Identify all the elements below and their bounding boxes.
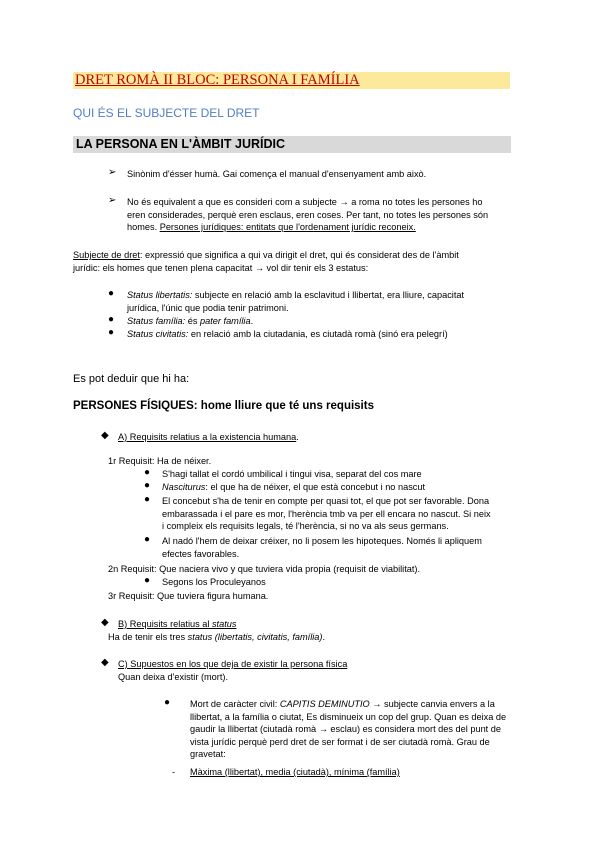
diamond-bullet-icon: ◆ (101, 617, 109, 628)
diamond-bullet-icon: ◆ (101, 657, 109, 668)
bullet-sinonim: Sinònim d'ésser humà. Gai comença el manual d'ensenyament amb això. (127, 169, 427, 179)
text-line (127, 289, 500, 302)
requisits-a-heading (118, 431, 299, 444)
capitis-deminutio-term: CAPITIS DEMINUTIO (279, 699, 370, 709)
requisit-1-item-cordo: S'hagi tallat el cordó umbilical i tingui visa, separat del cos mare (162, 469, 422, 479)
supuestos-c-heading: C) Supuestos en los que deja de existir la persona física (118, 659, 348, 669)
text-span: és (185, 316, 201, 326)
text-span: B) Requisits relatius al (118, 619, 212, 629)
status-term: status (211, 619, 237, 629)
text-line: llibertat, a la família o ciutat, Es disminueix un cop del grup. Quan es deixa de (190, 711, 507, 722)
text-line: jurídic: els homes que tenen plena capacitat → vol dir tenir els 3 estatus: (73, 262, 369, 273)
section-heading-persones-fisiques: PERSONES FÍSIQUES: home lliure que té uns requisits (73, 400, 374, 412)
three-status-term: status (libertatis, civitatis, família) (187, 632, 323, 642)
status-libertatis-item (127, 289, 500, 314)
round-bullet-icon: ● (108, 288, 115, 299)
round-bullet-icon: ● (164, 697, 171, 708)
text-span: . (322, 632, 326, 642)
requisit-2: 2n Requisit: Que naciera vivo y que tuviera vida propia (requisit de viabilitat). (108, 564, 421, 574)
round-bullet-icon: ● (108, 314, 115, 325)
text-line: jurídica, l'únic que podia tenir patrimoni. (127, 302, 289, 313)
requisit-1-item-concebut (162, 495, 500, 533)
subjecte-de-dret-paragraph (73, 249, 501, 274)
text-line: gravetat: (190, 749, 226, 760)
status-libertatis-label: Status libertatis: (127, 290, 193, 300)
mort-civil-item (190, 698, 507, 761)
text-line: i compleix els requisits legals, té l'herència, si no va als seus germans. (162, 521, 449, 532)
status-familia-item (127, 315, 253, 328)
supuestos-c-sub: Quan deixa d'existir (mort). (118, 672, 228, 682)
text-span: : expressió que significa a qui va dirigit el dret, qui és considerat des de l'àmbit (139, 250, 459, 260)
document-title: DRET ROMÀ II BLOC: PERSONA I FAMÍLIA (73, 72, 510, 89)
subjecte-de-dret-label: Subjecte de dret (73, 250, 140, 260)
pater-familia-term: pater família (200, 316, 251, 326)
text-line: eren considerades, perquè eren esclaus, eren coses. Per tant, no totes les persones són (127, 209, 489, 220)
persones-juridiques-text: Persones jurídiques: entitats que l'ordenament jurídic reconeix. (159, 222, 416, 233)
requisit-3: 3r Requisit: Que tuviera figura humana. (108, 591, 269, 601)
nasciturus-term: Nasciturus (162, 482, 206, 492)
bullet-no-equivalent (127, 196, 500, 234)
text-line: vista jurídic perquè perd dret de ser format i de ser ciutadà romà. Grau de (190, 736, 490, 747)
text-span: : el que ha de néixer, el que està concebut i no nascut (205, 482, 426, 492)
requisit-1-item-nasciturus (162, 481, 425, 494)
round-bullet-icon: ● (144, 467, 151, 478)
round-bullet-icon: ● (144, 534, 151, 545)
deduce-text: Es pot deduir que hi ha: (73, 373, 190, 385)
text-line: efectes favorables. (162, 548, 240, 559)
arrow-bullet-icon: ➢ (108, 195, 117, 206)
text-line (73, 249, 501, 262)
requisits-a-label: A) Requisits relatius a la existencia humana (118, 432, 297, 442)
round-bullet-icon: ● (144, 575, 151, 586)
text-span: Mort de caràcter civil: (190, 699, 280, 709)
text-line (127, 221, 500, 234)
text-span: Ha de tenir els tres (108, 632, 188, 642)
text-line: gaudir la llibertat (ciutadà romà → esclau) es considera mort des del punt de (190, 724, 502, 735)
requisits-b-heading (118, 618, 236, 631)
section-heading-persona: LA PERSONA EN L'ÀMBIT JURÍDIC (73, 136, 511, 153)
requisit-2-item-proculeyanos: Segons los Proculeyanos (162, 577, 266, 587)
arrow-bullet-icon: ➢ (108, 167, 117, 178)
text-span: → subjecte canvia envers a la (369, 699, 495, 709)
round-bullet-icon: ● (144, 494, 151, 505)
subtitle: QUI ÉS EL SUBJECTE DEL DRET (73, 106, 260, 120)
status-civitatis-item (127, 328, 448, 341)
text-span: . (250, 316, 254, 326)
text-line: embarassada i el pare es mor, l'herència tmb va per ell encara no nascut. Si neix (162, 508, 491, 519)
round-bullet-icon: ● (108, 327, 115, 338)
round-bullet-icon: ● (144, 480, 151, 491)
requisits-b-text (108, 631, 325, 644)
diamond-bullet-icon: ◆ (101, 430, 109, 441)
status-familia-label: Status família: (127, 316, 186, 326)
text-line: Al nadó l'hem de deixar créixer, no li posem les hipoteques. Només li apliquem (162, 536, 482, 546)
text-span: . (296, 432, 299, 442)
gravetat-grades: Màxima (llibertat), media (ciutadà), mínima (família) (190, 767, 400, 777)
requisit-1-item-nado (162, 535, 500, 560)
text-span: subjecte en relació amb la esclavitud i llibertat, era lliure, capacitat (192, 290, 465, 300)
dash-bullet-icon: - (172, 767, 176, 777)
text-span: en relació amb la ciutadania, es ciutadà romà (sinó era pelegrí) (188, 329, 448, 339)
text-line: El concebut s'ha de tenir en compte per quasi tot, el que pot ser favorable. Dona (162, 496, 490, 506)
text-line (190, 698, 500, 711)
requisit-1: 1r Requisit: Ha de néixer. (108, 456, 212, 466)
text-span: homes. (127, 222, 160, 233)
text-line: No és equivalent a que es consideri com a subjecte → a roma no totes les persones ho (127, 197, 483, 207)
status-civitatis-label: Status civitatis: (127, 329, 189, 339)
